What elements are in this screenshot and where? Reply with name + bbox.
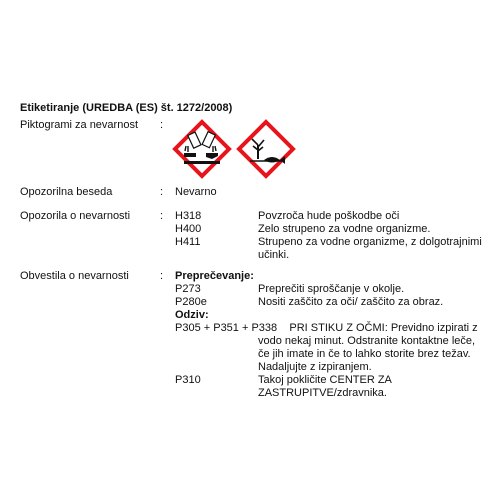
prevention-heading: Preprečevanje: — [175, 270, 254, 282]
hazard-code: H411 — [175, 236, 201, 248]
hazard-label: Opozorila o nevarnosti — [20, 210, 131, 222]
hazard-text: učinki. — [258, 249, 290, 261]
precaution-text: Nositi zaščito za oči/ zaščito za obraz. — [258, 296, 444, 308]
response-text: Nadaljujte z izpiranjem. — [258, 361, 372, 373]
precaution-text: ZASTRUPITVE/zdravnika. — [258, 387, 387, 399]
precaution-code: P310 — [175, 374, 201, 386]
pictograms-colon: : — [160, 119, 164, 131]
hazard-colon: : — [160, 210, 164, 222]
precaution-code: P280e — [175, 296, 207, 308]
hazard-code: H318 — [175, 210, 202, 222]
corrosion-icon — [172, 119, 232, 179]
section-title: Etiketiranje (UREDBA (ES) št. 1272/2008) — [20, 102, 233, 114]
precaution-label: Obvestila o nevarnosti — [20, 270, 129, 282]
precaution-colon: : — [160, 270, 164, 282]
response-heading: Odziv: — [175, 309, 209, 321]
signal-word-label: Opozorilna beseda — [20, 186, 113, 198]
pictograms-label: Piktogrami za nevarnost — [20, 119, 138, 131]
response-combined-first-line: P305 + P351 + P338 PRI STIKU Z OČMI: Previdno izpirati z — [175, 322, 478, 334]
hazard-text: Zelo strupeno za vodne organizme. — [258, 223, 431, 235]
response-text: če jih imate in če to lahko storite brez težav. — [258, 348, 471, 360]
precaution-text: Takoj pokličite CENTER ZA — [258, 374, 392, 386]
hazard-code: H400 — [175, 223, 202, 235]
environment-icon — [236, 119, 296, 179]
precaution-code: P273 — [175, 283, 201, 295]
hazard-text: Strupeno za vodne organizme, z dolgotrajnimi — [258, 236, 482, 248]
signal-word-colon: : — [160, 186, 164, 198]
hazard-text: Povzroča hude poškodbe oči — [258, 210, 400, 222]
signal-word-value: Nevarno — [175, 186, 217, 198]
precaution-text: Preprečiti sproščanje v okolje. — [258, 283, 405, 295]
response-text: vodo nekaj minut. Odstranite kontaktne leče, — [258, 335, 476, 347]
